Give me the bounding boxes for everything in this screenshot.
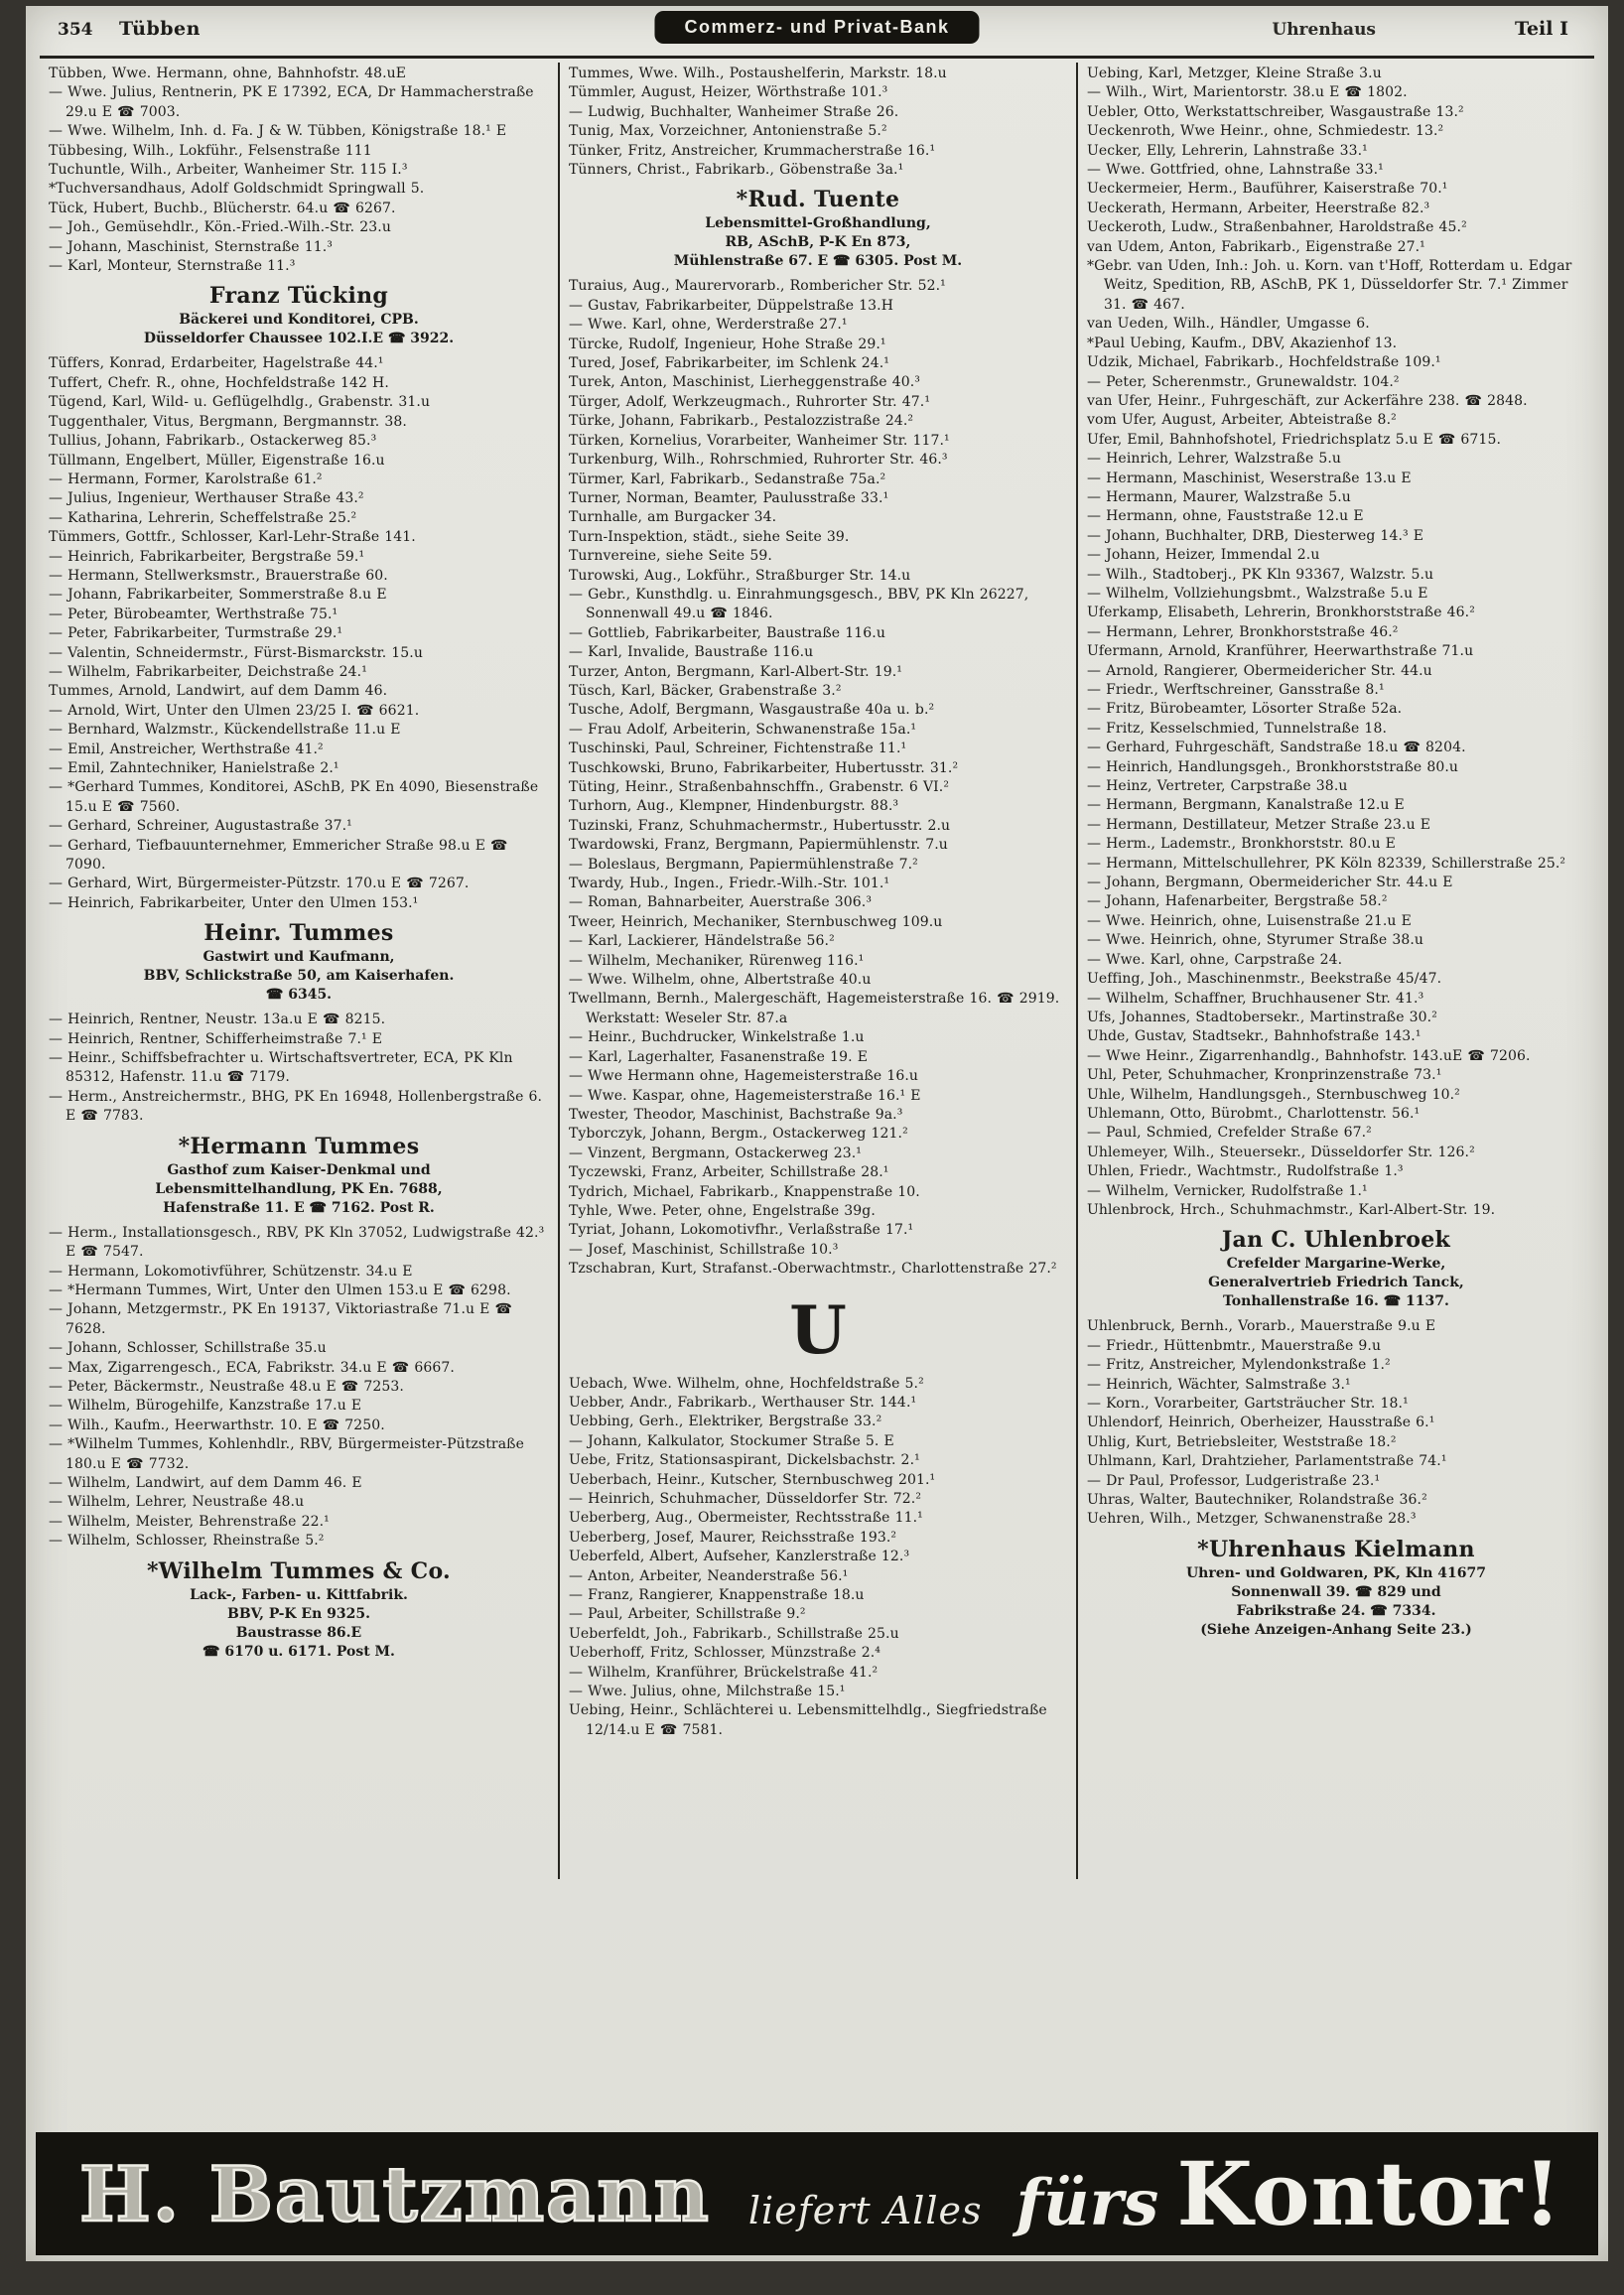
directory-entry: *Paul Uebing, Kaufm., DBV, Akazienhof 13.: [1086, 335, 1398, 351]
directory-entry: Tüting, Heinr., Straßenbahnschffn., Grabenstr. 6 VI.²: [568, 779, 950, 795]
directory-entry: — Johann, Schlosser, Schillstraße 35.u: [49, 1340, 327, 1357]
directory-entry: Uebing, Heinr., Schlächterei u. Lebensmittelhdlg., Siegfriedstraße 12/14.u E ☎ 7581.: [568, 1702, 1047, 1738]
directory-entry: Tübbesing, Wilh., Lokführ., Felsenstraße 111: [49, 142, 372, 159]
directory-entry: Tügend, Karl, Wild- u. Geflügelhdlg., Grabenstr. 31.u: [49, 394, 431, 411]
directory-entry: — Arnold, Rangierer, Obermeidericher Str. 44.u: [1086, 662, 1432, 679]
directory-entry: — Katharina, Lehrerin, Scheffelstraße 25.²: [49, 509, 357, 526]
directory-entry: — *Gerhard Tummes, Konditorei, ASchB, PK En 4090, Biesenstraße 15.u E ☎ 7560.: [49, 779, 539, 815]
directory-bold-listing: [49, 1558, 549, 1662]
directory-entry: — Heinz, Vertreter, Carpstraße 38.u: [1086, 778, 1348, 795]
directory-entry: Tyborczyk, Johann, Bergm., Ostackerweg 121.²: [568, 1126, 908, 1143]
directory-entry: — Max, Zigarrengesch., ECA, Fabrikstr. 34.u E ☎ 6667.: [49, 1359, 455, 1376]
directory-entry: — Heinrich, Rentner, Schifferheimstraße 7.¹ E: [49, 1030, 383, 1047]
directory-entry: Uhde, Gustav, Stadtsekr., Bahnhofstraße 143.¹: [1086, 1028, 1421, 1045]
directory-entry: Turnvereine, siehe Seite 59.: [568, 548, 772, 565]
directory-entry: — Fritz, Bürobeamter, Lösorter Straße 52a.: [1086, 701, 1403, 718]
directory-entry: — Wwe. Kaspar, ohne, Hagemeisterstraße 16.¹ E: [568, 1087, 921, 1104]
directory-entry: — Wwe Heinr., Zigarrenhandlg., Bahnhofstr. 143.uE ☎ 7206.: [1086, 1047, 1531, 1064]
listing-detail: Gastwirt und Kaufmann,: [203, 949, 395, 966]
listing-detail: Fabrikstraße 24. ☎ 7334.: [1236, 1602, 1436, 1619]
directory-entry: — Peter, Bürobeamter, Werthstraße 75.¹: [49, 606, 338, 622]
directory-bold-listing: [49, 283, 549, 348]
directory-entry: Tyhle, Wwe. Peter, ohne, Engelstraße 39g.: [568, 1202, 876, 1219]
directory-entry: Turner, Norman, Beamter, Paulusstraße 33.¹: [568, 489, 889, 506]
directory-bold-listing: [1087, 1537, 1585, 1640]
directory-entry: Twardy, Hub., Ingen., Friedr.-Wilh.-Str. 101.¹: [568, 876, 890, 892]
directory-entry: — Gottlieb, Fabrikarbeiter, Baustraße 116.u: [568, 624, 885, 641]
listing-detail: Mühlenstraße 67. E ☎ 6305. Post M.: [673, 253, 963, 270]
directory-entry: — Johann, Bergmann, Obermeidericher Str. 44.u E: [1086, 875, 1453, 891]
directory-entry: Ueberberg, Aug., Obermeister, Rechtsstraße 11.¹: [568, 1510, 923, 1527]
directory-entry: — Gustav, Fabrikarbeiter, Düppelstraße 13.H: [568, 297, 894, 314]
directory-entry: — Gerhard, Schreiner, Augustastraße 37.¹: [49, 818, 352, 835]
directory-entry: van Ufer, Heinr., Fuhrgeschäft, zur Ackerfähre 238. ☎ 2848.: [1086, 392, 1528, 409]
directory-entry: — Arnold, Wirt, Unter den Ulmen 23/25 I. ☎ 6621.: [49, 702, 420, 719]
directory-entry: Tüsch, Karl, Bäcker, Grabenstraße 3.²: [568, 682, 842, 699]
ad-slogan: [1016, 2142, 1562, 2245]
directory-entry: Uebing, Karl, Metzger, Kleine Straße 3.u: [1086, 66, 1382, 81]
directory-entry: — Wwe Hermann ohne, Hagemeisterstraße 16.u: [568, 1068, 919, 1085]
directory-entry: — Wwe. Julius, Rentnerin, PK E 17392, ECA, Dr Hammacherstraße 29.u E ☎ 7003.: [49, 84, 534, 120]
directory-entry: Tydrich, Michael, Fabrikarb., Knappenstraße 10.: [568, 1183, 920, 1200]
directory-entry: *Tuchversandhaus, Adolf Goldschmidt Springwall 5.: [49, 181, 425, 198]
directory-entry: Tuggenthaler, Vitus, Bergmann, Bergmannstr. 38.: [49, 413, 407, 430]
directory-entry: — Wwe. Heinrich, ohne, Styrumer Straße 38.u: [1086, 932, 1424, 949]
directory-entry: — Hermann, Maurer, Walzstraße 5.u: [1086, 488, 1351, 505]
listing-detail: BBV, P-K En 9325.: [226, 1605, 370, 1622]
directory-entry: — Wilhelm, Meister, Behrenstraße 22.¹: [49, 1513, 330, 1530]
directory-entry: — Gerhard, Tiefbauunternehmer, Emmericher Straße 98.u E ☎ 7090.: [49, 837, 508, 874]
directory-entry: — Heinrich, Fabrikarbeiter, Unter den Ulmen 153.¹: [49, 894, 419, 911]
directory-entry: — Johann, Metzgermstr., PK En 19137, Viktoriastraße 71.u E ☎ 7628.: [49, 1301, 513, 1337]
directory-entry: Tummes, Wwe. Wilh., Postaushelferin, Markstr. 18.u: [568, 66, 947, 81]
directory-entry: Ueberfeld, Albert, Aufseher, Kanzlerstraße 12.³: [568, 1549, 910, 1565]
directory-entry: — Gebr., Kunsthdlg. u. Einrahmungsgesch., BBV, PK Kln 26227, Sonnenwall 49.u ☎ 1846.: [568, 586, 1029, 622]
directory-entry: — Peter, Bäckermstr., Neustraße 48.u E ☎ 7253.: [49, 1378, 404, 1395]
directory-entry: — Hermann, Destillateur, Metzer Straße 23.u E: [1086, 816, 1431, 833]
directory-entry: Uhlenbruck, Bernh., Vorarb., Mauerstraße 9.u E: [1086, 1318, 1436, 1335]
directory-entry: — Wwe. Julius, ohne, Milchstraße 15.¹: [568, 1684, 846, 1700]
ad-slogan-big: Kontor!: [1176, 2142, 1562, 2245]
directory-entry: — Peter, Scherenmstr., Grunewaldstr. 104.²: [1086, 373, 1400, 390]
directory-entry: — Heinrich, Fabrikarbeiter, Bergstraße 59.¹: [49, 548, 365, 565]
directory-entry: — Wwe. Wilhelm, ohne, Albertstraße 40.u: [568, 972, 872, 989]
directory-entry: — Wwe. Gottfried, ohne, Lahnstraße 33.¹: [1086, 162, 1384, 179]
directory-entry: — Herm., Lademstr., Bronkhorststr. 80.u E: [1086, 836, 1396, 853]
directory-page: [26, 6, 1608, 2261]
directory-entry: Uhle, Wilhelm, Handlungsgeh., Sternbuschweg 10.²: [1086, 1086, 1460, 1103]
directory-entry: Tweer, Heinrich, Mechaniker, Sternbuschweg 109.u: [568, 913, 943, 930]
directory-entry: Turhorn, Aug., Klempner, Hindenburgstr. 88.³: [568, 798, 899, 815]
listing-detail: Gasthof zum Kaiser-Denkmal und: [167, 1161, 431, 1178]
directory-bold-listing: [1087, 1227, 1585, 1311]
directory-entry: Turkenburg, Wilh., Rohrschmied, Ruhrorter Str. 46.³: [568, 452, 948, 469]
directory-entry: Uebach, Wwe. Wilhelm, ohne, Hochfeldstraße 5.²: [568, 1375, 924, 1392]
directory-entry: Ueckeroth, Ludw., Straßenbahner, Haroldstraße 45.²: [1086, 219, 1467, 236]
directory-entry: Uferkamp, Elisabeth, Lehrerin, Bronkhorststraße 46.²: [1086, 605, 1475, 621]
directory-columns: [40, 59, 1594, 1879]
directory-entry: — Hermann, Former, Karolstraße 61.²: [49, 471, 323, 487]
directory-entry: Twester, Theodor, Maschinist, Bachstraße 9a.³: [568, 1106, 903, 1123]
directory-entry: — Wilh., Stadtoberj., PK Kln 93367, Walzstr. 5.u: [1086, 566, 1434, 583]
directory-entry: Tyriat, Johann, Lokomotivfhr., Verlaßstraße 17.¹: [568, 1222, 914, 1239]
directory-entry: Turaius, Aug., Maurervorarb., Rombericher Str. 52.¹: [568, 278, 946, 295]
directory-entry: — Herm., Installationsgesch., RBV, PK Kln 37052, Ludwigstraße 42.³ E ☎ 7547.: [49, 1224, 545, 1261]
directory-entry: — Julius, Ingenieur, Werthauser Straße 43.²: [49, 490, 364, 507]
directory-entry: — Peter, Fabrikarbeiter, Turmstraße 29.¹: [49, 625, 343, 642]
directory-entry: — Johann, Fabrikarbeiter, Sommerstraße 8.u E: [49, 587, 387, 604]
directory-entry: — Gerhard, Wirt, Bürgermeister-Pützstr. 170.u E ☎ 7267.: [49, 876, 470, 892]
directory-entry: — Heinrich, Lehrer, Walzstraße 5.u: [1086, 451, 1342, 468]
directory-entry: Tyczewski, Franz, Arbeiter, Schillstraße 28.¹: [568, 1164, 889, 1181]
directory-entry: — Franz, Rangierer, Knappenstraße 18.u: [568, 1587, 865, 1604]
directory-entry: — Johann, Kalkulator, Stockumer Straße 5. E: [568, 1432, 894, 1449]
directory-entry: Ueberhoff, Fritz, Schlosser, Münzstraße 2.⁴: [568, 1645, 881, 1662]
directory-bold-listing: [569, 187, 1067, 271]
directory-column: [558, 63, 1076, 1879]
directory-entry: Tünners, Christ., Fabrikarb., Göbenstraße 3a.¹: [568, 162, 904, 179]
directory-entry: — Hermann, Stellwerksmstr., Brauerstraße 60.: [49, 567, 388, 584]
directory-entry: — Heinrich, Schuhmacher, Düsseldorfer Str. 72.²: [568, 1491, 922, 1507]
directory-entry: *Gebr. van Uden, Inh.: Joh. u. Korn. van t'Hoff, Rotterdam u. Edgar Weitz, Spedition, RB, ASchB, PK 1, Düsseldorfer Str. 7.¹ Zimmer 31. ☎ 467.: [1086, 258, 1572, 313]
directory-entry: Tunig, Max, Vorzeichner, Antonienstraße 5.²: [568, 123, 887, 140]
page-header: [40, 6, 1594, 59]
directory-entry: Uebler, Otto, Werkstattschreiber, Wasgaustraße 13.²: [1086, 103, 1464, 120]
directory-entry: — Wwe. Wilhelm, Inh. d. Fa. J & W. Tübben, Königstraße 18.¹ E: [49, 123, 507, 140]
directory-entry: Tück, Hubert, Buchb., Blücherstr. 64.u ☎ 6267.: [49, 200, 396, 216]
directory-entry: Tuschinski, Paul, Schreiner, Fichtenstraße 11.¹: [568, 741, 907, 757]
directory-entry: — Johann, Hafenarbeiter, Bergstraße 58.²: [1086, 893, 1388, 910]
directory-entry: — Anton, Arbeiter, Neanderstraße 56.¹: [568, 1567, 849, 1584]
directory-entry: — Korn., Vorarbeiter, Gartsträucher Str. 18.¹: [1086, 1396, 1409, 1412]
directory-entry: — Gerhard, Fuhrgeschäft, Sandstraße 18.u ☎ 8204.: [1086, 740, 1466, 756]
listing-detail: Lebensmittel-Großhandlung,: [705, 215, 931, 232]
directory-entry: Turnhalle, am Burgacker 34.: [568, 509, 777, 526]
ad-brand-name: H. Bautzmann: [79, 2149, 711, 2238]
listing-detail: Sonnenwall 39. ☎ 829 und: [1231, 1583, 1441, 1600]
directory-entry: — Dr Paul, Professor, Ludgeristraße 23.¹: [1086, 1472, 1381, 1489]
directory-entry: — Hermann, ohne, Fauststraße 12.u E: [1086, 508, 1364, 525]
listing-detail: Crefelder Margarine-Werke,: [1226, 1256, 1446, 1273]
directory-entry: Uehren, Wilh., Metzger, Schwanenstraße 28.³: [1086, 1511, 1417, 1528]
directory-entry: Türken, Kornelius, Vorarbeiter, Wanheimer Str. 117.¹: [568, 432, 950, 449]
directory-entry: — Hermann, Bergmann, Kanalstraße 12.u E: [1086, 797, 1405, 814]
listing-detail: Uhren- und Goldwaren, PK, Kln 41677: [1185, 1564, 1486, 1581]
directory-entry: Twardowski, Franz, Bergmann, Papiermühlenstr. 7.u: [568, 837, 948, 854]
directory-entry: Tusche, Adolf, Bergmann, Wasgaustraße 40a u. b.²: [568, 702, 935, 719]
directory-entry: — Wilhelm, Mechaniker, Rürenweg 116.¹: [568, 952, 865, 969]
directory-entry: — Wilh., Kaufm., Heerwarthstr. 10. E ☎ 7250.: [49, 1417, 385, 1433]
directory-entry: Ueberberg, Josef, Maurer, Reichsstraße 193.²: [568, 1529, 897, 1546]
directory-entry: van Ueden, Wilh., Händler, Umgasse 6.: [1086, 316, 1370, 333]
listing-detail: Bäckerei und Konditorei, CPB.: [179, 312, 419, 329]
directory-entry: — Wilhelm, Lehrer, Neustraße 48.u: [49, 1494, 305, 1511]
listing-detail: Düsseldorfer Chaussee 102.I.E ☎ 3922.: [143, 331, 455, 347]
directory-entry: — Johann, Maschinist, Sternstraße 11.³: [49, 238, 334, 255]
listing-detail: RB, ASchB, P-K En 873,: [725, 234, 911, 251]
listing-detail: (Siehe Anzeigen-Anhang Seite 23.): [1200, 1621, 1472, 1638]
directory-column: [40, 63, 558, 1879]
directory-bold-listing: [49, 1134, 549, 1218]
directory-entry: Ufer, Emil, Bahnhofshotel, Friedrichsplatz 5.u E ☎ 6715.: [1086, 431, 1501, 448]
directory-entry: Uhlemeyer, Wilh., Steuersekr., Düsseldorfer Str. 126.²: [1086, 1144, 1475, 1160]
directory-entry: Ueckermeier, Herm., Bauführer, Kaiserstraße 70.¹: [1086, 181, 1448, 198]
directory-entry: Tümmler, August, Heizer, Wörthstraße 101.³: [568, 84, 888, 101]
directory-entry: — Hermann, Lehrer, Bronkhorststraße 46.²: [1086, 623, 1399, 640]
directory-entry: Uhlig, Kurt, Betriebsleiter, Weststraße 18.²: [1086, 1433, 1397, 1450]
directory-entry: — Wilhelm, Vernicker, Rudolfstraße 1.¹: [1086, 1182, 1368, 1199]
directory-entry: — Wilhelm, Fabrikarbeiter, Deichstraße 24.¹: [49, 663, 367, 680]
directory-entry: — Wilhelm, Landwirt, auf dem Damm 46. E: [49, 1474, 362, 1491]
directory-entry: Tümmers, Gottfr., Schlosser, Karl-Lehr-Straße 141.: [49, 529, 416, 546]
directory-entry: Türmer, Karl, Fabrikarb., Sedanstraße 75a.²: [568, 471, 886, 487]
directory-entry: Ueffing, Joh., Maschinenmstr., Beekstraße 45/47.: [1086, 971, 1442, 988]
directory-entry: Tummes, Arnold, Landwirt, auf dem Damm 46.: [49, 683, 388, 700]
directory-entry: Uecker, Elly, Lehrerin, Lahnstraße 33.¹: [1086, 142, 1368, 159]
directory-entry: Tuschkowski, Bruno, Fabrikarbeiter, Hubertusstr. 31.²: [568, 759, 959, 776]
directory-entry: Ueberfeldt, Joh., Fabrikarb., Schillstraße 25.u: [568, 1625, 899, 1642]
directory-entry: Turowski, Aug., Lokführ., Straßburger Str. 14.u: [568, 567, 911, 584]
directory-entry: — Heinr., Buchdrucker, Winkelstraße 1.u: [568, 1029, 865, 1046]
directory-entry: vom Ufer, August, Arbeiter, Abteistraße 8.²: [1086, 412, 1397, 429]
directory-entry: — Karl, Monteur, Sternstraße 11.³: [49, 258, 296, 275]
directory-entry: Tzschabran, Kurt, Strafanst.-Oberwachtmstr., Charlottenstraße 27.²: [568, 1261, 1057, 1278]
section-letter: U: [789, 1290, 847, 1369]
directory-entry: Türger, Adolf, Werkzeugmach., Ruhrorter Str. 47.¹: [568, 393, 931, 410]
directory-entry: — *Hermann Tummes, Wirt, Unter den Ulmen 153.u E ☎ 6298.: [49, 1282, 511, 1298]
directory-entry: — Bernhard, Walzmstr., Kückendellstraße 11.u E: [49, 722, 401, 739]
directory-entry: — Wilhelm, Vollziehungsbmt., Walzstraße 5.u E: [1086, 585, 1428, 602]
listing-detail: ☎ 6170 u. 6171. Post M.: [203, 1643, 395, 1660]
directory-entry: Tuffert, Chefr. R., ohne, Hochfeldstraße 142 H.: [49, 374, 389, 391]
directory-entry: Tuchuntle, Wilh., Arbeiter, Wanheimer Str. 115 I.³: [49, 162, 408, 179]
directory-entry: Turzer, Anton, Bergmann, Karl-Albert-Str. 19.¹: [568, 663, 902, 680]
listing-title: *Wilhelm Tummes & Co.: [146, 1557, 452, 1584]
directory-entry: — Herm., Anstreichermstr., BHG, PK En 16948, Hollenbergstraße 6. E ☎ 7783.: [49, 1088, 543, 1125]
directory-entry: Türcke, Rudolf, Ingenieur, Hohe Straße 29.¹: [568, 336, 886, 352]
directory-entry: — Roman, Bahnarbeiter, Auerstraße 306.³: [568, 894, 873, 911]
directory-entry: — Wilhelm, Schaffner, Bruchhausener Str. 41.³: [1086, 990, 1424, 1007]
directory-entry: Uhlmann, Karl, Drahtzieher, Parlamentstraße 74.¹: [1086, 1453, 1447, 1470]
directory-entry: Uhlendorf, Heinrich, Oberheizer, Hausstraße 6.¹: [1086, 1415, 1435, 1431]
directory-entry: Ueckenroth, Wwe Heinr., ohne, Schmiedestr. 13.²: [1086, 123, 1444, 140]
directory-entry: Uebber, Andr., Fabrikarb., Werthauser Str. 144.¹: [568, 1394, 917, 1411]
directory-entry: — Emil, Anstreicher, Werthstraße 41.²: [49, 741, 324, 757]
directory-entry: Ueberbach, Heinr., Kutscher, Sternbuschweg 201.¹: [568, 1471, 936, 1488]
directory-entry: — Boleslaus, Bergmann, Papiermühlenstraße 7.²: [568, 856, 918, 873]
directory-entry: Ufermann, Arnold, Kranführer, Heerwarthstraße 71.u: [1086, 643, 1474, 660]
directory-entry: Ueckerath, Hermann, Arbeiter, Heerstraße 82.³: [1086, 200, 1430, 216]
directory-entry: — Friedr., Hüttenbmtr., Mauerstraße 9.u: [1086, 1337, 1382, 1354]
directory-entry: — Hermann, Lokomotivführer, Schützenstr. 34.u E: [49, 1263, 413, 1280]
ad-slogan-small: fürs: [1015, 2166, 1159, 2240]
directory-entry: — Joh., Gemüsehdlr., Kön.-Fried.-Wilh.-Str. 23.u: [49, 219, 391, 236]
directory-entry: — Karl, Lagerhalter, Fasanenstraße 19. E: [568, 1048, 869, 1065]
directory-entry: — Wwe. Karl, ohne, Carpstraße 24.: [1086, 951, 1343, 968]
directory-entry: — Hermann, Maschinist, Weserstraße 13.u E: [1086, 470, 1412, 486]
page-number: 354: [58, 20, 93, 40]
directory-entry: Uhlemann, Otto, Bürobmt., Charlottenstr. 56.¹: [1086, 1105, 1421, 1122]
directory-entry: Tullius, Johann, Fabrikarb., Ostackerweg 85.³: [49, 433, 377, 450]
directory-entry: — Josef, Maschinist, Schillstraße 10.³: [568, 1241, 839, 1258]
directory-entry: Tuzinski, Franz, Schuhmachermstr., Hubertusstr. 2.u: [568, 817, 951, 834]
directory-entry: — Wilhelm, Schlosser, Rheinstraße 5.²: [49, 1533, 325, 1550]
directory-entry: Tured, Josef, Fabrikarbeiter, im Schlenk 24.¹: [568, 355, 889, 372]
listing-detail: Baustrasse 86.E: [235, 1624, 362, 1641]
listing-title: *Uhrenhaus Kielmann: [1197, 1536, 1475, 1562]
directory-entry: — Wilh., Wirt, Marientorstr. 38.u E ☎ 1802.: [1086, 84, 1408, 101]
directory-entry: — Paul, Schmied, Crefelder Straße 67.²: [1086, 1125, 1372, 1142]
part-label: Teil I: [1515, 18, 1568, 40]
listing-title: Heinr. Tummes: [203, 920, 394, 947]
listing-detail: Lebensmittelhandlung, PK En. 7688,: [155, 1180, 443, 1197]
directory-entry: Ufs, Johannes, Stadtobersekr., Martinstraße 30.²: [1086, 1009, 1437, 1025]
directory-entry: Uhl, Peter, Schuhmacher, Kronprinzenstraße 73.¹: [1086, 1067, 1442, 1084]
directory-entry: van Udem, Anton, Fabrikarb., Eigenstraße 27.¹: [1086, 238, 1425, 255]
listing-title: *Rud. Tuente: [736, 187, 900, 213]
directory-entry: — Heinrich, Handlungsgeh., Bronkhorststraße 80.u: [1086, 758, 1459, 775]
directory-entry: Uebe, Fritz, Stationsaspirant, Dickelsbachstr. 2.¹: [568, 1452, 920, 1469]
directory-entry: Tüllmann, Engelbert, Müller, Eigenstraße 16.u: [49, 452, 385, 469]
directory-entry: — Wwe. Karl, ohne, Werderstraße 27.¹: [568, 317, 848, 334]
listing-detail: Tonhallenstraße 16. ☎ 1137.: [1223, 1293, 1449, 1310]
directory-entry: Türke, Johann, Fabrikarb., Pestalozzistraße 24.²: [568, 413, 914, 430]
directory-entry: — Emil, Zahntechniker, Hanielstraße 2.¹: [49, 760, 339, 776]
directory-entry: Uhras, Walter, Bautechniker, Rolandstraße 36.²: [1086, 1492, 1427, 1509]
directory-entry: — Karl, Lackierer, Händelstraße 56.²: [568, 933, 835, 950]
directory-entry: — Fritz, Kesselschmied, Tunnelstraße 18.: [1086, 720, 1387, 737]
directory-entry: — Wilhelm, Bürogehilfe, Kanzstraße 17.u E: [49, 1398, 362, 1415]
directory-entry: Turn-Inspektion, städt., siehe Seite 39.: [568, 528, 850, 545]
listing-detail: ☎ 6345.: [265, 987, 333, 1004]
directory-column: [1076, 63, 1594, 1879]
directory-entry: Uebbing, Gerh., Elektriker, Bergstraße 33.²: [568, 1414, 882, 1430]
directory-entry: — Ludwig, Buchhalter, Wanheimer Straße 26.: [568, 103, 899, 120]
directory-entry: Udzik, Michael, Fabrikarb., Hochfeldstraße 109.¹: [1086, 354, 1441, 371]
directory-entry: — Hermann, Mittelschullehrer, PK Köln 82339, Schillerstraße 25.²: [1086, 855, 1566, 872]
directory-entry: — Friedr., Werftschreiner, Gansstraße 8.¹: [1086, 682, 1385, 698]
directory-entry: — Heinrich, Wächter, Salmstraße 3.¹: [1086, 1376, 1351, 1393]
directory-entry: — Wwe. Heinrich, ohne, Luisenstraße 21.u E: [1086, 912, 1412, 929]
directory-entry: Tünker, Fritz, Anstreicher, Krummacherstraße 16.¹: [568, 142, 936, 159]
listing-title: Jan C. Uhlenbroek: [1221, 1227, 1451, 1254]
directory-entry: — *Wilhelm Tummes, Kohlenhdlr., RBV, Bürgermeister-Pützstraße 180.u E ☎ 7732.: [49, 1436, 525, 1472]
directory-entry: Uhlenbrock, Hrch., Schuhmachmstr., Karl-Albert-Str. 19.: [1086, 1201, 1496, 1218]
directory-entry: Turek, Anton, Maschinist, Lierheggenstraße 40.³: [568, 374, 920, 391]
directory-entry: — Frau Adolf, Arbeiterin, Schwanenstraße 15a.¹: [568, 721, 917, 738]
advertisement-banner: [38, 2134, 1596, 2253]
listing-detail: Generalvertrieb Friedrich Tanck,: [1208, 1275, 1464, 1291]
bank-banner: Commerz- und Privat-Bank: [654, 11, 979, 44]
listing-detail: BBV, Schlickstraße 50, am Kaiserhafen.: [143, 968, 455, 985]
directory-entry: — Vinzent, Bergmann, Ostackerweg 23.¹: [568, 1145, 862, 1161]
directory-entry: — Fritz, Anstreicher, Mylendonkstraße 1.²: [1086, 1357, 1391, 1374]
directory-entry: — Johann, Buchhalter, DRB, Diesterweg 14.³ E: [1086, 527, 1424, 544]
ad-tagline: liefert Alles: [747, 2189, 983, 2232]
directory-entry: — Johann, Heizer, Immendal 2.u: [1086, 547, 1320, 564]
catchword-right: Uhrenhaus: [1272, 20, 1376, 40]
directory-entry: — Heinrich, Rentner, Neustr. 13a.u E ☎ 8215.: [49, 1012, 386, 1028]
catchword-left: Tübben: [119, 18, 201, 40]
directory-entry: Twellmann, Bernh., Malergeschäft, Hagemeisterstraße 16. ☎ 2919. Werkstatt: Weseler Str. 87.a: [568, 991, 1060, 1026]
listing-detail: Lack-, Farben- u. Kittfabrik.: [190, 1586, 408, 1603]
listing-title: Franz Tücking: [208, 283, 389, 310]
directory-entry: — Paul, Arbeiter, Schillstraße 9.²: [568, 1606, 806, 1623]
directory-entry: Tübben, Wwe. Hermann, ohne, Bahnhofstr. 48.uE: [49, 66, 407, 81]
listing-title: *Hermann Tummes: [178, 1133, 420, 1159]
directory-entry: — Karl, Invalide, Baustraße 116.u: [568, 644, 814, 661]
directory-entry: — Wilhelm, Kranführer, Brückelstraße 41.²: [568, 1664, 879, 1681]
listing-detail: Hafenstraße 11. E ☎ 7162. Post R.: [163, 1199, 435, 1216]
directory-entry: Tüffers, Konrad, Erdarbeiter, Hagelstraße 44.¹: [49, 355, 384, 372]
directory-entry: — Heinr., Schiffsbefrachter u. Wirtschaftsvertreter, ECA, PK Kln 85312, Hafenstr. 11.u ☎ 7179.: [49, 1050, 513, 1086]
directory-bold-listing: [49, 920, 549, 1005]
directory-entry: — Valentin, Schneidermstr., Fürst-Bismarckstr. 15.u: [49, 644, 423, 661]
directory-entry: Uhlen, Friedr., Wachtmstr., Rudolfstraße 1.³: [1086, 1163, 1404, 1180]
